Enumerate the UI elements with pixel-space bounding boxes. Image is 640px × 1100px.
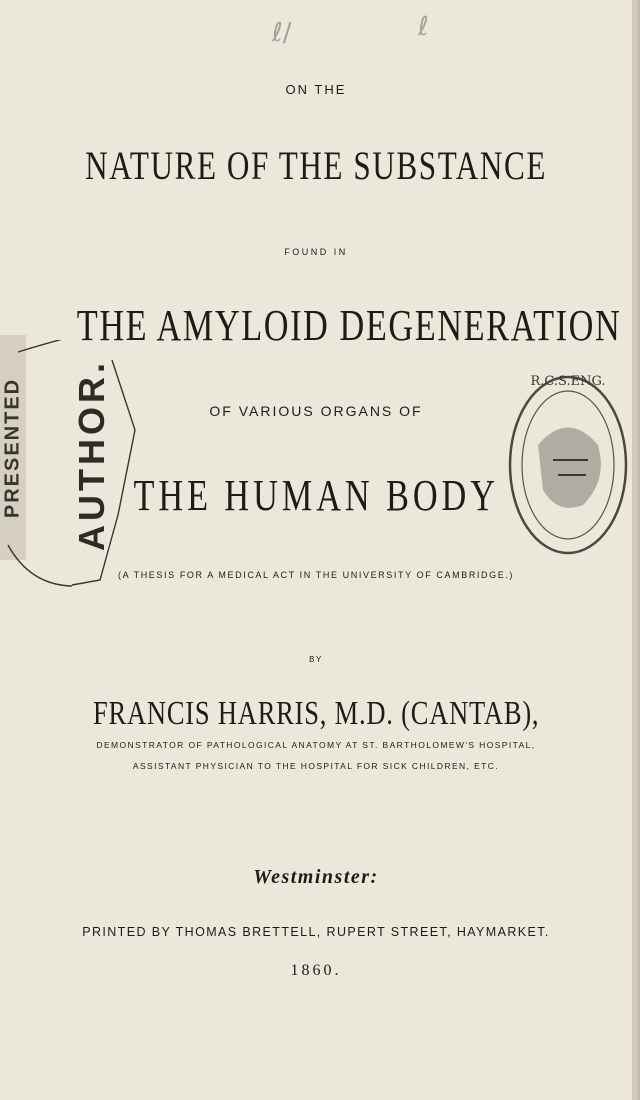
page-edge xyxy=(634,0,640,1100)
pencil-mark-right: ℓ xyxy=(418,12,429,42)
publication-year: 1860. xyxy=(290,962,342,979)
printer-line: PRINTED BY THOMAS BRETTELL, RUPERT STREET, HAYMARKET. xyxy=(82,925,550,939)
title-line-3-text: THE HUMAN BODY xyxy=(133,471,499,520)
author-stamp xyxy=(62,355,122,555)
author-name xyxy=(0,695,632,733)
presented-stamp-text: PRESENTED xyxy=(1,377,24,518)
seal-text: R.C.S.ENG. xyxy=(530,374,606,389)
author-position-2: ASSISTANT PHYSICIAN TO THE HOSPITAL FOR SICK CHILDREN, ETC. xyxy=(132,761,500,771)
pencil-mark-left: ℓ/ xyxy=(272,18,292,48)
title-line-1-text: NATURE OF THE SUBSTANCE xyxy=(85,143,547,188)
by-label: BY xyxy=(309,655,323,664)
author-name-text: FRANCIS HARRIS, M.D. (CANTAB), xyxy=(92,695,540,732)
author-stamp-text: AUTHOR. xyxy=(71,359,112,551)
imprint-place: Westminster: xyxy=(253,866,379,888)
thesis-note: (A THESIS FOR A MEDICAL ACT IN THE UNIVERSITY OF CAMBRIDGE.) xyxy=(117,570,515,580)
various-organs-label: OF VARIOUS ORGANS OF xyxy=(209,403,423,419)
library-seal xyxy=(498,365,632,560)
title-line-1 xyxy=(0,142,632,189)
title-line-2-text: THE AMYLOID DEGENERATION xyxy=(76,301,622,350)
on-the-label: ON THE xyxy=(285,82,347,97)
author-position-1: DEMONSTRATOR OF PATHOLOGICAL ANATOMY AT ST. BARTHOLOMEW'S HOSPITAL, xyxy=(96,740,536,750)
found-in-label: FOUND IN xyxy=(284,247,348,257)
